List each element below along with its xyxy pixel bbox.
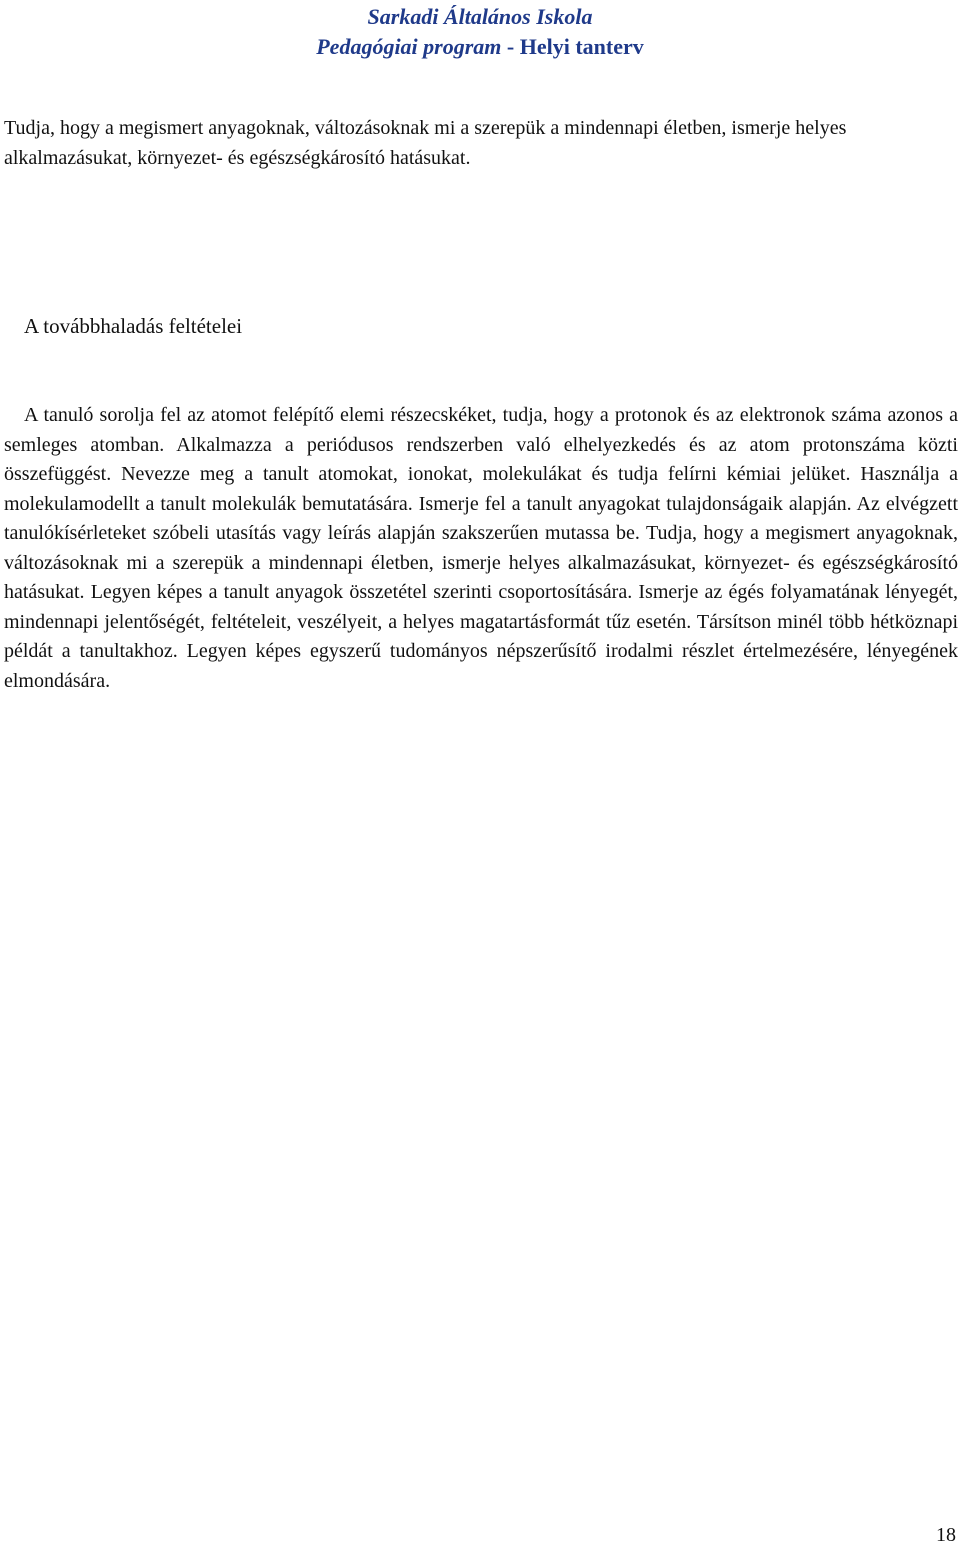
intro-paragraph: Tudja, hogy a megismert anyagoknak, változásoknak mi a szerepük a mindennapi életben, ismerje helyes alkalmazásukat, környezet- és egészségkárosító hatásukat.: [4, 117, 847, 169]
section-title: A továbbhaladás feltételei: [24, 314, 243, 338]
school-name: Sarkadi Általános Iskola: [367, 4, 593, 29]
program-label: Pedagógiai program: [316, 34, 502, 59]
page-header: [0, 2, 960, 62]
curriculum-label: Helyi tanterv: [519, 34, 644, 59]
header-separator: -: [501, 34, 520, 59]
document-subtitle: [0, 32, 960, 62]
page-number: 18: [936, 1524, 956, 1546]
section-body-paragraph: A tanuló sorolja fel az atomot felépítő elemi részecskéket, tudja, hogy a protonok és az elektronok száma azonos a semleges atomban. Alkalmazza a periódusos rendszerben való elhelyezkedés és az atom protonszáma közti összefüggést. Nevezze meg a tanult atomokat, ionokat, molekulákat és tudja felírni kémiai jelüket. Használja a molekulamodellt a tanult molekulák bemutatására. Ismerje fel a tanult anyagokat tulajdonságaik alapján. Az elvégzett tanulókísérleteket szóbeli utasítás vagy leírás alapján szakszerűen mutassa be. Tudja, hogy a megismert anyagoknak, változásoknak mi a szerepük a mindennapi életben, ismerje helyes alkalmazásukat, környezet- és egészségkárosító hatásukat. Legyen képes a tanult anyagok összetétel szerinti csoportosítására. Ismerje az égés folyamatának lényegét, mindennapi jelentőségét, feltételeit, veszélyeit, a helyes magatartásformát tűz esetén. Társítson minél több hétköznapi példát a tanultakhoz. Legyen képes egyszerű tudományos népszerűsítő irodalmi részlet értelmezésére, lényegének elmondására.: [4, 404, 958, 692]
